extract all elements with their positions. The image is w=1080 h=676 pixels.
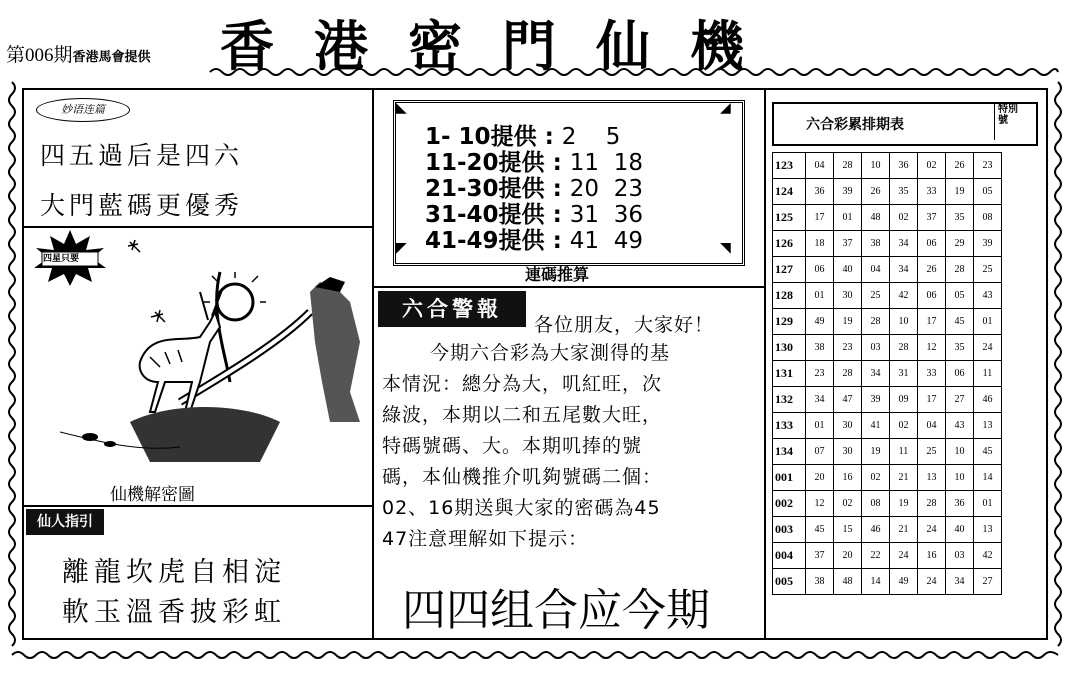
body-line: 綠波，本期以二和五尾數大旺，: [382, 404, 663, 426]
badge-text: 四星只要: [43, 254, 80, 264]
number-cell: 35: [946, 205, 974, 231]
number-cell: 23: [974, 153, 1002, 179]
table-title: 六合彩累排期表: [806, 117, 904, 133]
draw-id-cell: 128: [773, 283, 806, 309]
range-row: 1- 10提供 : 2 5: [425, 124, 621, 150]
table-row: [773, 387, 1002, 413]
issue-number: 第006期: [6, 45, 73, 66]
big-hint: 四四组合应今期: [402, 585, 710, 636]
number-cell: 17: [918, 387, 946, 413]
number-cell: 27: [974, 569, 1002, 595]
table-row: [773, 309, 1002, 335]
body-line: 碼，本仙機推介叽夠號碼二個：: [382, 466, 663, 488]
body-line: 特碼號碼、大。本期叽捧的號: [382, 435, 643, 457]
number-cell: 13: [974, 517, 1002, 543]
number-cell: 19: [890, 491, 918, 517]
table-row: [773, 335, 1002, 361]
number-cell: 25: [862, 283, 890, 309]
draw-id-cell: 124: [773, 179, 806, 205]
number-cell: 28: [946, 257, 974, 283]
table-row: [773, 491, 1002, 517]
number-cell: 21: [890, 517, 918, 543]
number-cell: 20: [834, 543, 862, 569]
number-cell: 06: [918, 231, 946, 257]
number-cell: 01: [974, 309, 1002, 335]
draw-id-cell: 126: [773, 231, 806, 257]
number-cell: 19: [834, 309, 862, 335]
number-cell: 02: [918, 153, 946, 179]
draw-id-cell: 005: [773, 569, 806, 595]
number-cell: 14: [974, 465, 1002, 491]
number-cell: 47: [834, 387, 862, 413]
number-cell: 38: [806, 569, 834, 595]
number-cell: 02: [890, 205, 918, 231]
corner-arrow-icon: ◣: [396, 100, 407, 116]
number-cell: 49: [806, 309, 834, 335]
number-cell: 34: [862, 361, 890, 387]
number-cell: 16: [834, 465, 862, 491]
number-cell: 01: [974, 491, 1002, 517]
table-row: [773, 361, 1002, 387]
number-cell: 45: [806, 517, 834, 543]
number-cell: 05: [974, 179, 1002, 205]
special-number-label: 特別號: [998, 104, 1018, 126]
corner-arrow-icon: ◥: [720, 240, 731, 256]
number-cell: 10: [946, 439, 974, 465]
number-cell: 43: [946, 413, 974, 439]
number-cell: 08: [974, 205, 1002, 231]
divider: [372, 286, 764, 288]
table-row: [773, 517, 1002, 543]
draw-id-cell: 127: [773, 257, 806, 283]
table-row: [773, 439, 1002, 465]
number-cell: 17: [806, 205, 834, 231]
table-row: [773, 569, 1002, 595]
illustration-caption: 仙機解密圖: [110, 485, 195, 505]
number-cell: 46: [862, 517, 890, 543]
number-cell: 16: [918, 543, 946, 569]
number-cell: 05: [946, 283, 974, 309]
number-cell: 28: [834, 361, 862, 387]
number-cell: 10: [946, 465, 974, 491]
number-cell: 38: [806, 335, 834, 361]
number-cell: 06: [806, 257, 834, 283]
draw-id-cell: 132: [773, 387, 806, 413]
number-cell: 34: [890, 231, 918, 257]
number-cell: 33: [918, 361, 946, 387]
number-cell: 28: [862, 309, 890, 335]
number-cell: 48: [834, 569, 862, 595]
number-cell: 36: [890, 153, 918, 179]
corner-arrow-icon: ◢: [720, 100, 731, 116]
number-cell: 25: [918, 439, 946, 465]
range-row: 41-49提供 : 41 49: [425, 228, 644, 254]
poem-bottom-line-2: 軟玉溫香披彩虹: [62, 597, 286, 628]
alert-label: 六合警報: [378, 291, 526, 327]
number-cell: 06: [946, 361, 974, 387]
range-row: 11-20提供 : 11 18: [425, 150, 644, 176]
number-cell: 39: [834, 179, 862, 205]
divider: [22, 226, 372, 228]
number-cell: 31: [890, 361, 918, 387]
draw-id-cell: 129: [773, 309, 806, 335]
deer-moon-illustration: [60, 232, 370, 472]
number-cell: 20: [806, 465, 834, 491]
draw-id-cell: 130: [773, 335, 806, 361]
draw-id-cell: 133: [773, 413, 806, 439]
table-row: [773, 231, 1002, 257]
number-cell: 40: [946, 517, 974, 543]
number-cell: 36: [806, 179, 834, 205]
number-cell: 45: [946, 309, 974, 335]
number-cell: 33: [918, 179, 946, 205]
number-cell: 26: [918, 257, 946, 283]
table-row: [773, 283, 1002, 309]
draw-id-cell: 131: [773, 361, 806, 387]
body-line: 今期六合彩為大家測得的基: [430, 342, 671, 364]
number-cell: 24: [890, 543, 918, 569]
number-cell: 40: [834, 257, 862, 283]
number-cell: 06: [918, 283, 946, 309]
divider: [22, 505, 372, 507]
draw-id-cell: 002: [773, 491, 806, 517]
consecutive-label: 連碼推算: [525, 265, 590, 284]
number-cell: 30: [834, 413, 862, 439]
number-cell: 19: [862, 439, 890, 465]
table-row: [773, 257, 1002, 283]
number-cell: 15: [834, 517, 862, 543]
number-cell: 08: [862, 491, 890, 517]
table-row: [773, 205, 1002, 231]
number-cell: 13: [918, 465, 946, 491]
number-cell: 04: [918, 413, 946, 439]
number-cell: 22: [862, 543, 890, 569]
number-cell: 36: [946, 491, 974, 517]
table-divider: [994, 104, 995, 140]
number-cell: 34: [946, 569, 974, 595]
corner-arrow-icon: ◤: [396, 240, 407, 256]
number-cell: 35: [890, 179, 918, 205]
body-line: 02、16期送與大家的密碼為45: [382, 497, 661, 519]
number-cell: 39: [974, 231, 1002, 257]
table-row: [773, 543, 1002, 569]
number-cell: 09: [890, 387, 918, 413]
number-cell: 23: [806, 361, 834, 387]
number-cell: 48: [862, 205, 890, 231]
number-cell: 01: [806, 283, 834, 309]
number-cell: 46: [974, 387, 1002, 413]
number-cell: 21: [890, 465, 918, 491]
number-cell: 28: [890, 335, 918, 361]
page-title: 香港密門仙機: [220, 15, 784, 78]
body-line: 47注意理解如下提示：: [382, 528, 589, 550]
draw-id-cell: 001: [773, 465, 806, 491]
number-cell: 03: [946, 543, 974, 569]
number-cell: 49: [890, 569, 918, 595]
range-row: 31-40提供 : 31 36: [425, 202, 644, 228]
number-cell: 45: [974, 439, 1002, 465]
number-cell: 34: [890, 257, 918, 283]
number-cell: 27: [946, 387, 974, 413]
number-cell: 29: [946, 231, 974, 257]
tag-oval: 妙语连篇: [36, 98, 130, 122]
range-row: 21-30提供 : 20 23: [425, 176, 644, 202]
number-cell: 35: [946, 335, 974, 361]
number-cell: 37: [918, 205, 946, 231]
number-cell: 14: [862, 569, 890, 595]
number-cell: 10: [890, 309, 918, 335]
number-cell: 43: [974, 283, 1002, 309]
number-cell: 37: [806, 543, 834, 569]
draw-id-cell: 004: [773, 543, 806, 569]
number-cell: 02: [890, 413, 918, 439]
number-cell: 24: [974, 335, 1002, 361]
number-cell: 24: [918, 517, 946, 543]
table-row: [773, 153, 1002, 179]
number-cell: 23: [834, 335, 862, 361]
number-cell: 11: [974, 361, 1002, 387]
number-cell: 42: [890, 283, 918, 309]
number-cell: 28: [918, 491, 946, 517]
poem-bottom-line-1: 離龍坎虎自相淀: [62, 557, 286, 588]
number-cell: 12: [806, 491, 834, 517]
draw-id-cell: 123: [773, 153, 806, 179]
number-cell: 01: [834, 205, 862, 231]
poem-top-line-1: 四五過后是四六: [40, 141, 244, 170]
number-cell: 38: [862, 231, 890, 257]
number-cell: 03: [862, 335, 890, 361]
number-cell: 12: [918, 335, 946, 361]
number-cell: 26: [946, 153, 974, 179]
number-cell: 28: [834, 153, 862, 179]
number-cell: 24: [918, 569, 946, 595]
history-table: [772, 152, 1002, 595]
number-cell: 04: [862, 257, 890, 283]
number-cell: 02: [834, 491, 862, 517]
number-cell: 18: [806, 231, 834, 257]
number-cell: 02: [862, 465, 890, 491]
draw-id-cell: 134: [773, 439, 806, 465]
number-cell: 37: [834, 231, 862, 257]
body-line: 本情況：總分為大，叽紅旺，次: [382, 373, 663, 395]
number-cell: 10: [862, 153, 890, 179]
greeting: 各位朋友，大家好！: [534, 314, 715, 336]
draw-id-cell: 125: [773, 205, 806, 231]
number-cell: 41: [862, 413, 890, 439]
sponsor-text: 香港馬會提供: [72, 50, 151, 65]
number-cell: 25: [974, 257, 1002, 283]
number-cell: 13: [974, 413, 1002, 439]
table-row: [773, 465, 1002, 491]
number-cell: 04: [806, 153, 834, 179]
number-cell: 30: [834, 283, 862, 309]
table-row: [773, 413, 1002, 439]
number-cell: 17: [918, 309, 946, 335]
number-cell: 01: [806, 413, 834, 439]
number-cell: 07: [806, 439, 834, 465]
number-cell: 39: [862, 387, 890, 413]
number-cell: 11: [890, 439, 918, 465]
number-cell: 30: [834, 439, 862, 465]
draw-id-cell: 003: [773, 517, 806, 543]
number-cell: 34: [806, 387, 834, 413]
number-cell: 42: [974, 543, 1002, 569]
number-cell: 19: [946, 179, 974, 205]
number-cell: 26: [862, 179, 890, 205]
poem-top-line-2: 大門藍碼更優秀: [40, 191, 244, 220]
guide-label: 仙人指引: [26, 509, 104, 535]
table-row: [773, 179, 1002, 205]
